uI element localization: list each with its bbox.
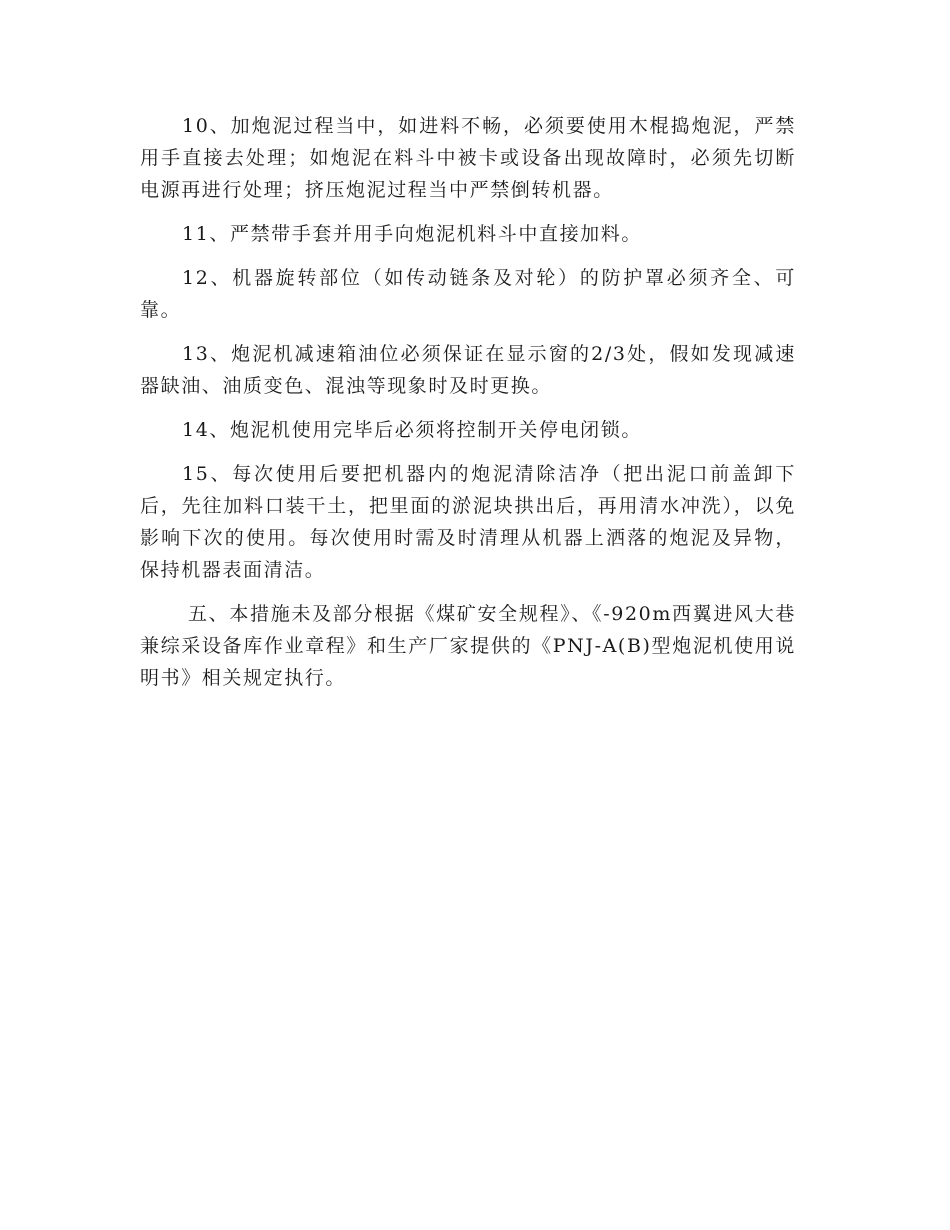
paragraph-item-13: 13、炮泥机减速箱油位必须保证在显示窗的2/3处，假如发现减速器缺油、油质变色、混浊等现象时及时更换。 bbox=[140, 343, 796, 397]
paragraph-item-11: 11、严禁带手套并用手向炮泥机料斗中直接加料。 bbox=[182, 223, 642, 245]
paragraph-item-12: 12、机器旋转部位（如传动链条及对轮）的防护罩必须齐全、可靠。 bbox=[140, 267, 796, 321]
paragraph-item-15: 15、每次使用后要把机器内的炮泥清除洁净（把出泥口前盖卸下后，先往加料口装干土，把里面的淤泥块拱出后，再用清水冲洗），以免影响下次的使用。每次使用时需及时清理从机器上洒落的炮泥及异物，保持机器表面清洁。 bbox=[140, 463, 796, 581]
paragraph-item-14: 14、炮泥机使用完毕后必须将控制开关停电闭锁。 bbox=[182, 419, 642, 441]
document-body bbox=[140, 110, 796, 706]
paragraph-section-five: 五、本措施未及部分根据《煤矿安全规程》、《-920m西翼进风大巷兼综采设备库作业章程》和生产厂家提供的《PNJ-A(B)型炮泥机使用说明书》相关规定执行。 bbox=[140, 603, 796, 689]
paragraph-item-10: 10、加炮泥过程当中，如进料不畅，必须要使用木棍捣炮泥，严禁用手直接去处理；如炮泥在料斗中被卡或设备出现故障时，必须先切断电源再进行处理；挤压炮泥过程当中严禁倒转机器。 bbox=[140, 115, 796, 201]
